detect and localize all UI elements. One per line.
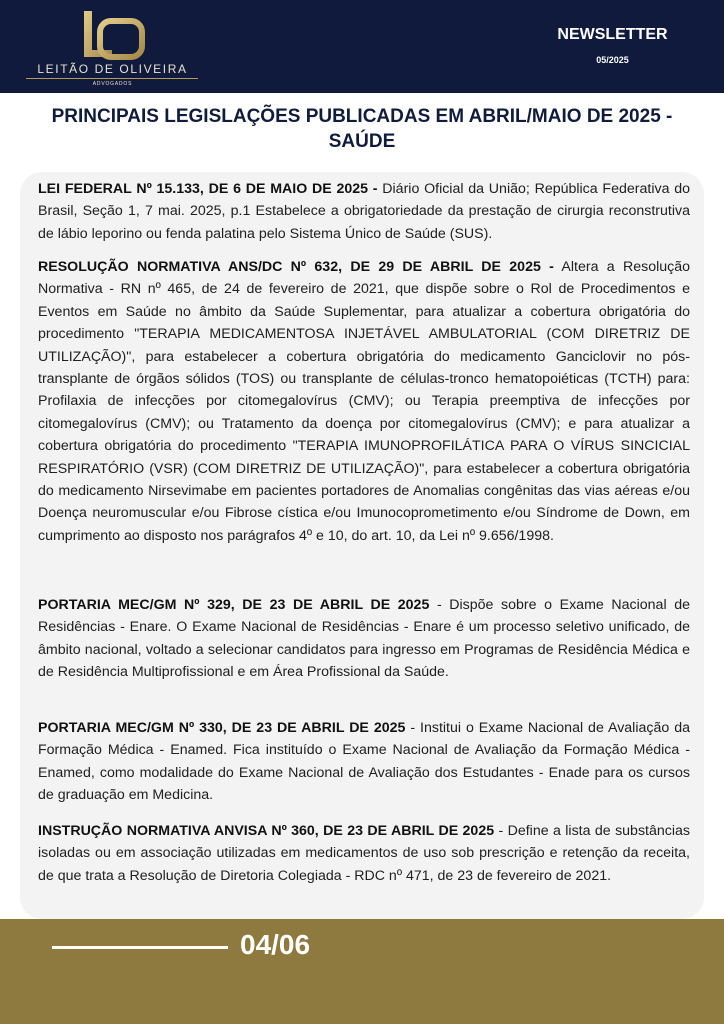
legislation-heading: RESOLUÇÃO NORMATIVA ANS/DC Nº 632, DE 29 DE ABRIL DE 2025 - [38, 259, 554, 275]
legislation-item [38, 594, 690, 684]
page-number: 04/06 [240, 929, 311, 960]
legislation-text: - Define a lista de substâncias isoladas ou em associação utilizadas em medicamentos de uso sob prescrição e retenção da receita, de que trata a Resolução de Diretoria Colegiada - RDC nº 471, de 23 de fevereiro de 2021. [38, 823, 690, 884]
legislation-item [38, 717, 690, 807]
issue-number: 05/2025 [596, 55, 629, 65]
legislation-heading: INSTRUÇÃO NORMATIVA ANVISA Nº 360, DE 23 DE ABRIL DE 2025 [38, 823, 495, 839]
legislation-item [38, 820, 690, 887]
legislation-item [38, 178, 690, 245]
legislation-heading: PORTARIA MEC/GM Nº 330, DE 23 DE ABRIL DE 2025 [38, 720, 406, 736]
legislation-text: - Dispõe sobre o Exame Nacional de Residências - Enare. O Exame Nacional de Residências - Enare é um processo seletivo unificado, de âmbito nacional, voltado a selecionar candidatos para ingresso em Programas de Residência Médica e de Residência Multiprofissional e em Área Profissional da Saúde. [38, 597, 690, 681]
legislation-heading: LEI FEDERAL Nº 15.133, DE 6 DE MAIO DE 2025 - [38, 181, 378, 197]
legislation-heading: PORTARIA MEC/GM Nº 329, DE 23 DE ABRIL DE 2025 [38, 597, 430, 613]
legislation-item [38, 256, 690, 547]
page-title: PRINCIPAIS LEGISLAÇÕES PUBLICADAS EM ABRIL/MAIO DE 2025 - SAÚDE [51, 106, 673, 152]
legislation-list [20, 172, 704, 919]
newsletter-label: NEWSLETTER [557, 26, 668, 43]
footer-bar [0, 919, 724, 1024]
legislation-text: Altera a Resolução Normativa - RN nº 465, de 24 de fevereiro de 2021, que dispõe sobre o Rol de Procedimentos e Eventos em Saúde no âmbito da Saúde Suplementar, para atualizar a cobertura obrigatória do procedimento "TERAPIA MEDICAMENTOSA INJETÁVEL AMBULATORIAL (COM DIRETRIZ DE UTILIZAÇÃO)", para estabelecer a cobertura obrigatória do medicamento Ganciclovir no pós-transplante de órgãos sólidos (TOS) ou transplante de células-tronco hematopoiéticas (TCTH) para: Profilaxia de infecções por citomegalovírus (CMV); ou Terapia preemptiva de infecções por citomegalovírus (CMV); ou Tratamento da doença por citomegalovírus (CMV); e para atualizar a cobertura obrigatória do procedimento "TERAPIA IMUNOPROFILÁTICA PARA O VÍRUS SINCICIAL RESPIRATÓRIO (VSR) (COM DIRETRIZ DE UTILIZAÇÃO)", para estabelecer a cobertura obrigatória do medicamento Nirsevimabe em pacientes portadores de Anomalias congênitas das vias aéreas e/ou Doença neuromuscular e/ou Fibrose cística e/ou Imunocoprometimento e/ou Síndrome de Down, em cumprimento ao disposto nos parágrafos 4º e 10, do art. 10, da Lei nº 9.656/1998. [38, 259, 690, 544]
legislation-text: Diário Oficial da União; República Federativa do Brasil, Seção 1, 7 mai. 2025, p.1 Estabelece a obrigatoriedade da prestação de cirurgia reconstrutiva de lábio leporino ou fenda palatina pelo Sistema Único de Saúde (SUS). [38, 181, 690, 242]
header-bar [0, 0, 724, 93]
brand-subtitle: ADVOGADOS [92, 81, 133, 87]
law-firm-logo-icon [80, 8, 146, 60]
footer-divider [52, 946, 228, 949]
logo-divider [26, 78, 198, 79]
brand-name: LEITÃO DE OLIVEIRA [37, 62, 188, 76]
legislation-text: - Institui o Exame Nacional de Avaliação da Formação Médica - Enamed. Fica instituído o Exame Nacional de Avaliação da Formação Médica - Enamed, como modalidade do Exame Nacional de Avaliação dos Estudantes - Enade para os cursos de graduação em Medicina. [38, 720, 690, 804]
